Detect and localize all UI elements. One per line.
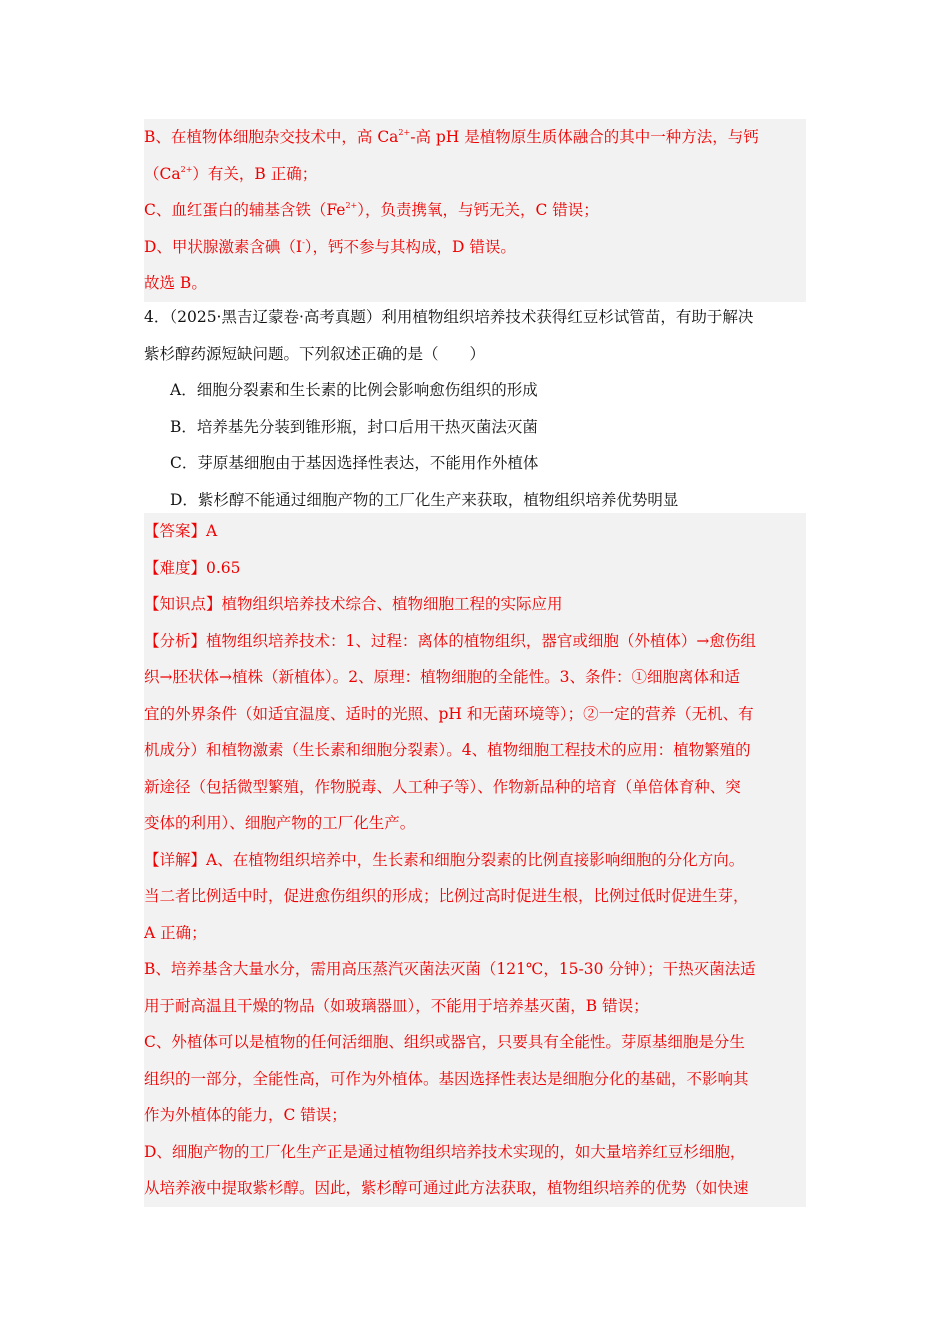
detail-line: 从培养液中提取紫杉醇。因此，紫杉醇可通过此方法获取，植物组织培养的优势（如快速 xyxy=(144,1179,749,1197)
analysis-line: 【分析】植物组织培养技术：1、过程：离体的植物组织，器官或细胞（外植体）→愈伤组 xyxy=(144,631,756,650)
analysis-line: 机成分）和植物激素（生长素和细胞分裂素）。4、植物细胞工程技术的应用：植物繁殖的 xyxy=(144,741,751,759)
solution-conclusion: 故选 B。 xyxy=(144,274,207,292)
question-4 xyxy=(144,299,806,518)
detail-line: C、外植体可以是植物的任何活细胞、组织或器官，只要具有全能性。芽原基细胞是分生 xyxy=(144,1033,745,1051)
detail-line: B、培养基含大量水分，需用高压蒸汽灭菌法灭菌（121℃，15-30 分钟）；干热灭菌法适 xyxy=(144,960,756,978)
solution-option-c: C、血红蛋白的辅基含铁$(Fe^{2+})$，负责携氧，与钙无关，C 错误； xyxy=(144,201,599,219)
option-a: A．细胞分裂素和生长素的比例会影响愈伤组织的形成 xyxy=(170,381,538,399)
question-stem-line: 4．（2025·黑吉辽蒙卷·高考真题）利用植物组织培养技术获得红豆杉试管苗，有助于解决 xyxy=(144,308,754,326)
analysis-line: 宜的外界条件（如适宜温度、适时的光照、pH 和无菌环境等）；②一定的营养（无机、有 xyxy=(144,704,754,723)
solution-option-b: B、在植物体细胞杂交技术中，高 $Ca^{2+}-$高 pH 是植物原生质体融合的其中一种方法，与钙 xyxy=(144,128,759,146)
question-stem-line: 紫杉醇药源短缺问题。下列叙述正确的是（ ） xyxy=(144,344,486,363)
previous-solution-block xyxy=(144,119,806,302)
option-d: D．紫杉醇不能通过细胞产物的工厂化生产来获取，植物组织培养优势明显 xyxy=(170,490,679,509)
option-b: B．培养基先分装到锥形瓶，封口后用干热灭菌法灭菌 xyxy=(170,417,538,436)
solution-option-d: D、甲状腺激素含碘（I-），钙不参与其构成，D 错误。 xyxy=(144,237,516,256)
analysis-line: 变体的利用）、细胞产物的工厂化生产。 xyxy=(144,814,416,832)
detail-line: 【详解】A、在植物组织培养中，生长素和细胞分裂素的比例直接影响细胞的分化方向。 xyxy=(144,850,745,869)
solution-block xyxy=(144,513,806,1207)
knowledge-points: 【知识点】植物组织培养技术综合、植物细胞工程的实际应用 xyxy=(144,595,563,613)
detail-line: 组织的一部分，全能性高，可作为外植体。基因选择性表达是细胞分化的基础，不影响其 xyxy=(144,1069,749,1088)
analysis-line: 织→胚状体→植株（新植体）。2、原理：植物细胞的全能性。3、条件：①细胞离体和适 xyxy=(144,668,740,686)
difficulty: 【难度】0.65 xyxy=(144,558,241,577)
solution-option-b-continued: $(Ca^{2+})$有关，B 正确； xyxy=(144,164,318,183)
detail-line: 用于耐高温且干燥的物品（如玻璃器皿），不能用于培养基灭菌，B 错误； xyxy=(144,996,649,1015)
detail-line: 作为外植体的能力，C 错误； xyxy=(144,1106,347,1124)
option-c: C．芽原基细胞由于基因选择性表达，不能用作外植体 xyxy=(170,454,539,472)
detail-line: D、细胞产物的工厂化生产正是通过植物组织培养技术实现的，如大量培养红豆杉细胞， xyxy=(144,1142,746,1161)
detail-line: 当二者比例适中时，促进愈伤组织的形成；比例过高时促进生根，比例过低时促进生芽， xyxy=(144,887,749,905)
detail-line: A 正确； xyxy=(144,923,207,942)
answer: 【答案】A xyxy=(144,522,218,540)
analysis-line: 新途径（包括微型繁殖，作物脱毒、人工种子等）、作物新品种的培育（单倍体育种、突 xyxy=(144,777,741,796)
